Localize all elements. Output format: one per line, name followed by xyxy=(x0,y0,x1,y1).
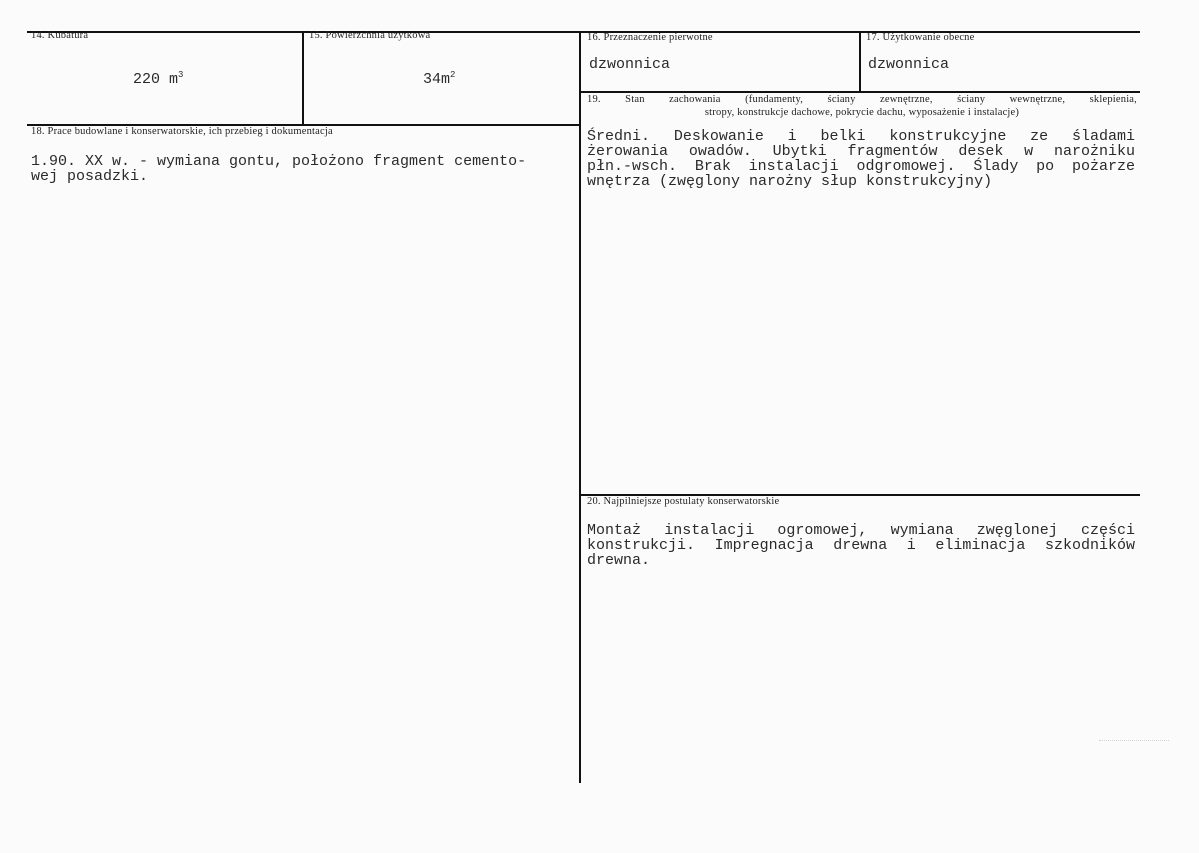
field-19-label-line1: 19. Stan zachowania (fundamenty, ściany zewnętrzne, ściany wewnętrzne, sklepienia, xyxy=(587,94,1137,105)
field-19-label xyxy=(587,93,1137,119)
divider-14-15 xyxy=(302,31,304,124)
center-divider xyxy=(579,31,581,783)
stan-line-1: Średni. Deskowanie i belki konstrukcyjne ze śladami xyxy=(587,128,1135,145)
postulaty-line-3: drewna. xyxy=(587,552,651,569)
field-16-value: dzwonnica xyxy=(589,56,671,73)
field-17-label: 17. Użytkowanie obecne xyxy=(866,32,975,43)
field-19-label-line2: stropy, konstrukcje dachowe, pokrycie dachu, wyposażenie i instalacje) xyxy=(704,107,1020,118)
kubatura-number: 220 m xyxy=(133,71,179,88)
powierzchnia-number: 34m xyxy=(423,71,451,88)
prace-line-2: wej posadzki. xyxy=(31,168,149,185)
kubatura-exponent: 3 xyxy=(178,70,184,80)
field-20-label: 20. Najpilniejsze postulaty konserwatorskie xyxy=(587,496,780,507)
stan-line-2: żerowania owadów. Ubytki fragmentów desek w narożniku xyxy=(587,143,1135,160)
postulaty-line-1: Montaż instalacji ogromowej, wymiana zwęglonej części xyxy=(587,522,1135,539)
field-16-label: 16. Przeznaczenie pierwotne xyxy=(587,32,713,43)
field-14-value xyxy=(133,70,183,88)
postulaty-line-2: konstrukcji. Impregnacja drewna i eliminacja szkodników xyxy=(587,537,1135,554)
field-19-text xyxy=(587,129,1135,189)
prace-line-1: 1.90. XX w. - wymiana gontu, położono fragment cemento- xyxy=(31,153,527,170)
field-15-label: 15. Powierzchnia użytkowa xyxy=(309,30,431,41)
field-15-value xyxy=(423,70,455,88)
stan-line-4: wnętrza (zwęglony narożny słup konstrukcyjny) xyxy=(587,173,993,190)
field-18-text xyxy=(31,154,576,184)
powierzchnia-exponent: 2 xyxy=(450,70,456,80)
stan-line-3: płn.-wsch. Brak instalacji odgromowej. Ślady po pożarze xyxy=(587,158,1135,175)
field-18-label: 18. Prace budowlane i konserwatorskie, ich przebieg i dokumentacja xyxy=(31,126,333,137)
field-20-text xyxy=(587,523,1135,568)
field-14-label: 14. Kubatura xyxy=(31,30,89,41)
field-17-value: dzwonnica xyxy=(868,56,950,73)
paper-mark xyxy=(1099,740,1169,747)
divider-16-17 xyxy=(859,31,861,91)
